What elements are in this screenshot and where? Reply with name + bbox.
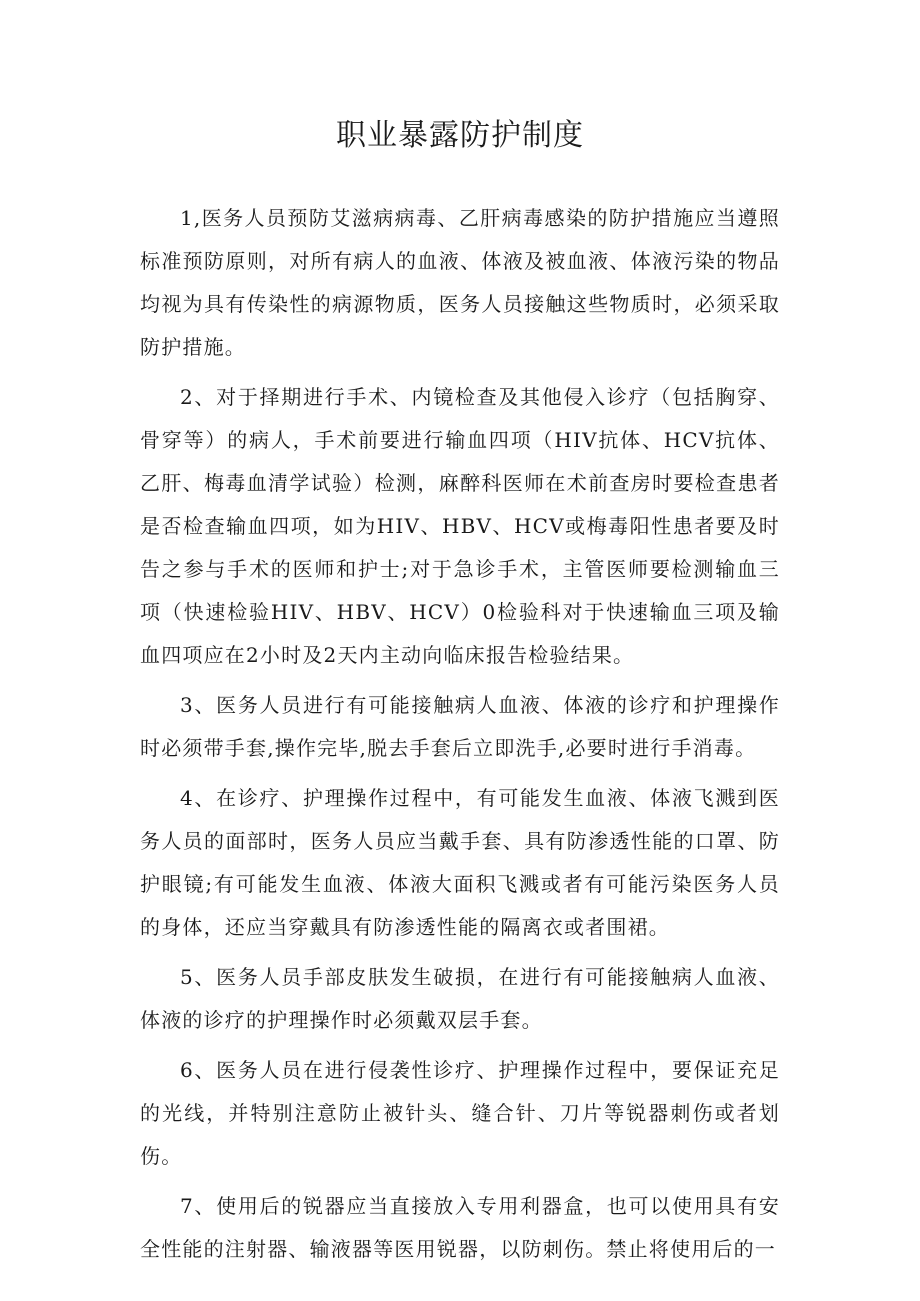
paragraph-4: 4、在诊疗、护理操作过程中，有可能发生血液、体液飞溅到医务人员的面部时，医务人员应当戴手套、具有防渗透性能的口罩、防护眼镜;有可能发生血液、体液大面积飞溅或者有可能污染医务人员的身体，还应当穿戴具有防渗透性能的隔离衣或者围裙。 [140, 786, 780, 939]
document-body [140, 197, 780, 1278]
paragraph-2: 2、对于择期进行手术、内镜检查及其他侵入诊疗（包括胸穿、骨穿等）的病人，手术前要进行输血四项（HIV抗体、HCV抗体、乙肝、梅毒血清学试验）检测，麻醉科医师在术前查房时要检查患者是否检查输血四项，如为HIV、HBV、HCV或梅毒阳性患者要及时告之参与手术的医师和护士;对于急诊手术，主管医师要检测输血三项（快速检验HIV、HBV、HCV）0检验科对于快速输血三项及输血四项应在2小时及2天内主动向临床报告检验结果。 [140, 385, 780, 667]
paragraph-3: 3、医务人员进行有可能接触病人血液、体液的诊疗和护理操作时必须带手套,操作完毕,脱去手套后立即洗手,必要时进行手消毒。 [140, 693, 780, 760]
document-title: 职业暴露防护制度 [336, 118, 584, 153]
paragraph-6: 6、医务人员在进行侵袭性诊疗、护理操作过程中，要保证充足的光线，并特别注意防止被针头、缝合针、刀片等锐器刺伤或者划伤。 [140, 1058, 780, 1168]
paragraph-7: 7、使用后的锐器应当直接放入专用利器盒，也可以使用具有安全性能的注射器、输液器等医用锐器，以防刺伤。禁止将使用后的一 [140, 1194, 780, 1261]
paragraph-5: 5、医务人员手部皮肤发生破损，在进行有可能接触病人血液、体液的诊疗的护理操作时必须戴双层手套。 [140, 965, 780, 1032]
paragraph-1: 1,医务人员预防艾滋病病毒、乙肝病毒感染的防护措施应当遵照标准预防原则，对所有病人的血液、体液及被血液、体液污染的物品均视为具有传染性的病源物质，医务人员接触这些物质时，必须采取防护措施。 [140, 206, 780, 359]
